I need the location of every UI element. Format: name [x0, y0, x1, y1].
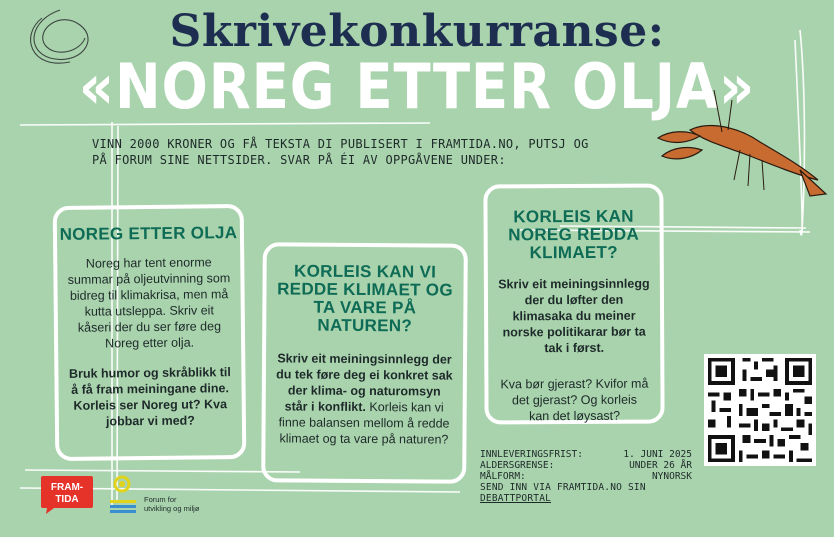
crayfish-illustration [650, 90, 830, 200]
language-value: NYNORSK [651, 471, 692, 482]
submit-line [480, 482, 692, 504]
intro-line-1: VINN 2000 KRONER OG FÅ TEKSTA DI PUBLISERT I FRAMTIDA.NO, PUTSJ OG [92, 137, 589, 151]
task-1-text: Noreg har tent enorme summar på oljeutvinning som bidreg til klimakrisa, men må kutta utsleppa. Skriv eit kåseri der du ser føre deg Noreg etter olja. [67, 255, 231, 351]
title-top: Skrivekonkurranse: [169, 6, 665, 57]
deadline-value: 1. JUNI 2025 [623, 449, 692, 460]
title-main: «NOREG ETTER OLJA» [78, 50, 756, 123]
age-value: UNDER 26 ÅR [629, 460, 692, 471]
submission-info [480, 449, 692, 504]
intro-text [92, 136, 652, 168]
task-3-text: Kva bør gjerast? Kvifor må det gjerast? Og korleis kan det løysast? [500, 376, 649, 424]
task-2-body [265, 350, 463, 447]
intro-line-2: PÅ FORUM SINE NETTSIDER. SVAR PÅ ÉI AV OPPGÅVENE UNDER: [92, 153, 506, 167]
age-row [480, 460, 692, 471]
task-3-heading: KORLEIS KAN NOREG REDDA KLIMAET? [508, 206, 640, 263]
forum-line-1: Forum for [144, 495, 177, 504]
submit-prefix: SEND INN VIA FRAMTIDA.NO SIN [480, 482, 646, 493]
task-2-heading: KORLEIS KAN VI REDDE KLIMAET OG TA VARE PÅ NATUREN? [277, 261, 453, 336]
deadline-label: INNLEVERINGSFRIST: [480, 449, 583, 460]
task-box-2 [261, 242, 468, 483]
deadline-row [480, 449, 692, 460]
language-row [480, 471, 692, 482]
framtida-logo-line-2: TIDA [55, 494, 79, 505]
task-3-bold-text: Skriv eit meiningsinnlegg der du løfter den klimasaka du meiner norske politikarar bør ta tak i først. [498, 276, 650, 356]
framtida-logo[interactable] [40, 474, 94, 514]
task-2-text: Korleis kan vi finne balansen mellom å redde klimaet og ta vare på naturen? [278, 400, 450, 447]
debattportal-link[interactable]: DEBATTPORTAL [480, 493, 552, 504]
age-label: ALDERSGRENSE: [480, 460, 555, 471]
framtida-logo-line-1: FRAM- [50, 482, 84, 493]
forum-logo-text [144, 495, 199, 513]
forum-line-2: utvikling og miljø [144, 504, 200, 513]
qr-code[interactable] [704, 354, 816, 466]
task-box-1 [53, 204, 247, 461]
task-box-3 [483, 184, 664, 425]
language-label: MÅLFORM: [480, 471, 526, 482]
task-2-bold-text: Skriv eit meiningsinnlegg der du tek føre deg ei konkret sak der klima- og naturomsyn står i konflikt. [276, 351, 453, 415]
task-1-bold-text: Bruk humor og skråblikk til å få fram meiningane dine. Korleis ser Noreg ut? Kva jobbar vi med? [68, 365, 231, 429]
task-1-heading: NOREG ETTER OLJA [59, 223, 238, 244]
